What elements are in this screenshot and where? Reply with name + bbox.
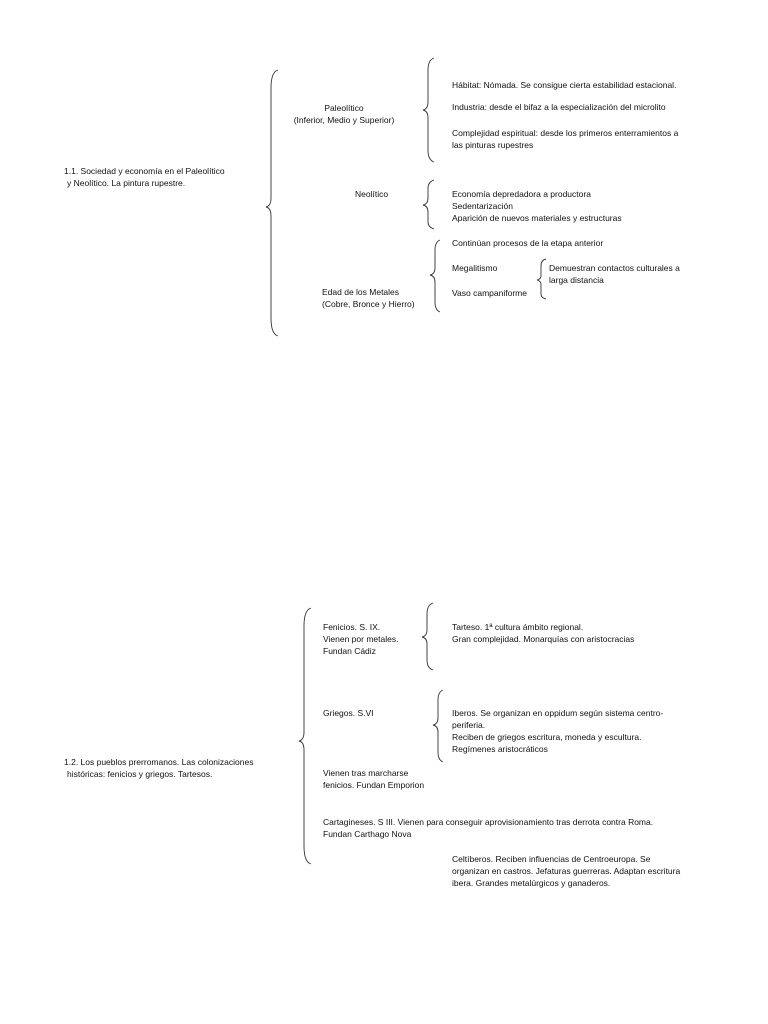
- neolitico-bracket: [423, 180, 434, 229]
- griegos-label: Griegos. S.VI: [323, 708, 374, 718]
- main-bracket-2: [299, 608, 311, 864]
- metales-item-vaso: Vaso campaniforme: [452, 288, 527, 298]
- paleolitico-label: Paleolítico (Inferior, Medio y Superior): [293, 103, 395, 125]
- paleolitico-item-habitat: Hábitat: Nómada. Se consigue cierta estabilidad estacional.: [452, 80, 677, 90]
- metales-note: Demuestran contactos culturales a larga distancia: [549, 263, 680, 285]
- metales-label: Edad de los Metales (Cobre, Bronce y Hierro): [322, 287, 415, 309]
- neolitico-label: Neolítico: [355, 189, 389, 199]
- metales-bracket: [430, 240, 440, 312]
- note-bracket: [537, 259, 546, 299]
- griegos-items: Iberos. Se organizan en oppidum según sistema centro- periferia. Reciben de griegos escritura, moneda y escultura. Regímenes aristocráticos: [452, 708, 664, 754]
- section2-title: 1.2. Los pueblos prerromanos. Las colonizaciones históricas: fenicios y griegos. Tartesos.: [64, 757, 254, 779]
- paleolitico-item-complejidad: Complejidad espiritual: desde los primeros enterramientos a las pinturas rupestres: [452, 128, 679, 150]
- cartagineses-label: Cartagineses. S III. Vienen para conseguir aprovisionamiento tras derrota contra Roma. Fundan Carthago Nova: [323, 817, 654, 839]
- fenicios-label: Fenicios. S. IX. Vienen por metales. Fundan Cádiz: [323, 622, 399, 656]
- metales-item-megalitismo: Megalitismo: [452, 263, 498, 273]
- section1-title: 1.1. Sociedad y economía en el Paleolítico y Neolítico. La pintura rupestre.: [64, 166, 225, 188]
- neolitico-items: Economía depredadora a productora Sedentarización Aparición de nuevos materiales y estructuras: [452, 189, 622, 223]
- fenicios-items: Tarteso. 1ª cultura ámbito regional. Gran complejidad. Monarquías con aristocracias: [452, 622, 635, 644]
- metales-item-continuan: Continúan procesos de la etapa anterior: [452, 238, 604, 248]
- paleolitico-bracket: [423, 58, 434, 162]
- paleolitico-item-industria: Industria: desde el bifaz a la especialización del microlito: [452, 102, 666, 112]
- fenicios-bracket: [422, 603, 433, 670]
- griegos-emporion: Vienen tras marcharse fenicios. Fundan Emporion: [323, 768, 425, 790]
- main-bracket-1: [266, 70, 278, 336]
- griegos-bracket: [433, 690, 443, 762]
- celtiberos-text: Celtíberos. Reciben influencias de Centroeuropa. Se organizan en castros. Jefaturas guerreras. Adaptan escritura ibera. Grandes metalúrgicos y ganaderos.: [452, 854, 681, 888]
